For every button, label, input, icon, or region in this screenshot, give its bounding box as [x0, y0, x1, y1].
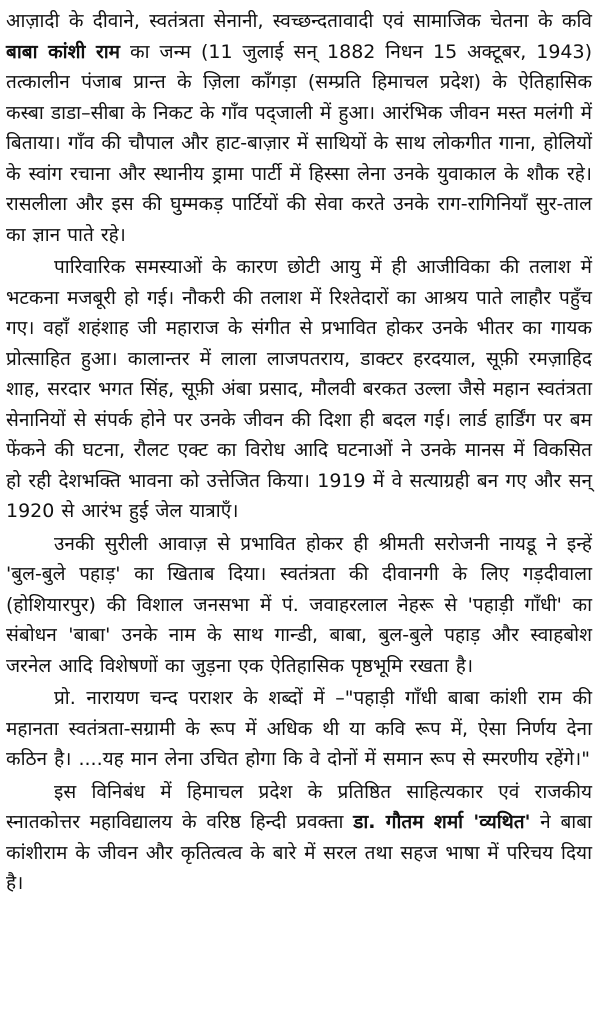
- text-span: इस विनिबंध में हिमाचल प्रदेश के प्रतिष्ठित साहित्यकार एवं राजकीय स्नातकोत्तर महाविद्यालय के वरिष्ठ हिन्दी प्रवक्ता: [6, 780, 592, 833]
- paragraph-titles: [6, 529, 592, 682]
- paragraph-monograph-author: [6, 777, 592, 899]
- author-name: डा. गौतम शर्मा 'व्यथित': [353, 811, 531, 833]
- text-span: ने बाबा कांशीराम के जीवन और कृतित्वत्व के बारे में सरल तथा सहज भाषा में परिचय दिया है।: [6, 811, 592, 894]
- name-baba-kanshi-ram: बाबा कांशी राम: [6, 40, 121, 63]
- text-span: आज़ादी के दीवाने, स्वतंत्रता सेनानी, स्वच्छन्दतावादी एवं सामाजिक चेतना के कवि: [6, 10, 592, 32]
- text-span: का जन्म (11 जुलाई सन् 1882 निधन 15 अक्टूबर, 1943) तत्कालीन पंजाब प्रान्त के ज़िला काँगड़ा (सम्प्रति हिमाचल प्रदेश) के ऐतिहासिक कस्बा डाडा–सीबा के निकट के गाँव पद्‌जाली में हुआ। आरंभिक जीवन मस्त मलंगी में बिताया। गाँव की चौपाल और हाट-बाज़ार में साथियों के साथ लोकगीत गाना, होलियों के स्वांग रचाना और स्थानीय ड्रामा पार्टी में हिस्सा लेना उनके युवाकाल के शौक रहे। रासलीला और इस की घुम्मकड़ पार्टियों की सेवा करते उनके राग-रागिनियाँ सुर-ताल का ज्ञान पाते रहे।: [6, 40, 592, 246]
- quote-text: प्रो. नारायण चन्द पराशर के शब्दों में –"पहाड़ी गाँधी बाबा कांशी राम की महानता स्वतंत्रता-सग्रामी के रूप में अधिक थी या कवि रूप में, ऐसा निर्णय देना कठिन है। ....यह मान लेना उचित होगा कि वे दोनों में समान रूप से स्मरणीय रहेंगे।": [6, 687, 592, 770]
- text-span: पारिवारिक समस्याओं के कारण छोटी आयु में ही आजीविका की तलाश में भटकना मजबूरी हो गई। नौकरी की तलाश में रिश्तेदारों का आश्रय पाते लाहौर पहुँच गए। वहाँ शहंशाह जी महाराज के संगीत से प्रभावित होकर उनके भीतर का गायक प्रोत्साहित हुआ। कालान्तर में लाला लाजपतराय, डाक्टर हरदयाल, सूफ़ी रमज़ाहिद शाह, सरदार भगत सिंह, सूफ़ी अंबा प्रसाद, मौलवी बरकत उल्ला जैसे महान स्वतंत्रता सेनानियों से संपर्क होने पर उनके जीवन की दिशा ही बदल गई। लार्ड हार्डिंग पर बम फेंकने की घटना, रौलट एक्ट का विरोध आदि घटनाओं ने उनके मानस में विकसित हो रही देशभक्ति भावना को उत्तेजित किया। 1919 में वे सत्याग्रही बन गए और सन् 1920 से आरंभ हुई जेल यात्राएँ।: [6, 256, 592, 522]
- paragraph-quote: [6, 683, 592, 775]
- paragraph-livelihood-and-freedom-struggle: [6, 252, 592, 527]
- text-span: उनकी सुरीली आवाज़ से प्रभावित होकर ही श्रीमती सरोजनी नायडू ने इन्हें 'बुल-बुले पहाड़' का खिताब दिया। स्वतंत्रता की दीवानगी के लिए गड़दीवाला (होशियारपुर) की विशाल जनसभा में पं. जवाहरलाल नेहरू से 'पहाड़ी गाँधी' का संबोधन 'बाबा' उनके नाम के साथ गान्डी, बाबा, बुल-बुले पहाड़ और स्वाहबोश जरनेल आदि विशेषणों का जुड़ना एक ऐतिहासिक पृष्ठभूमि रखता है।: [6, 532, 592, 677]
- paragraph-birth-early-life: [6, 6, 592, 250]
